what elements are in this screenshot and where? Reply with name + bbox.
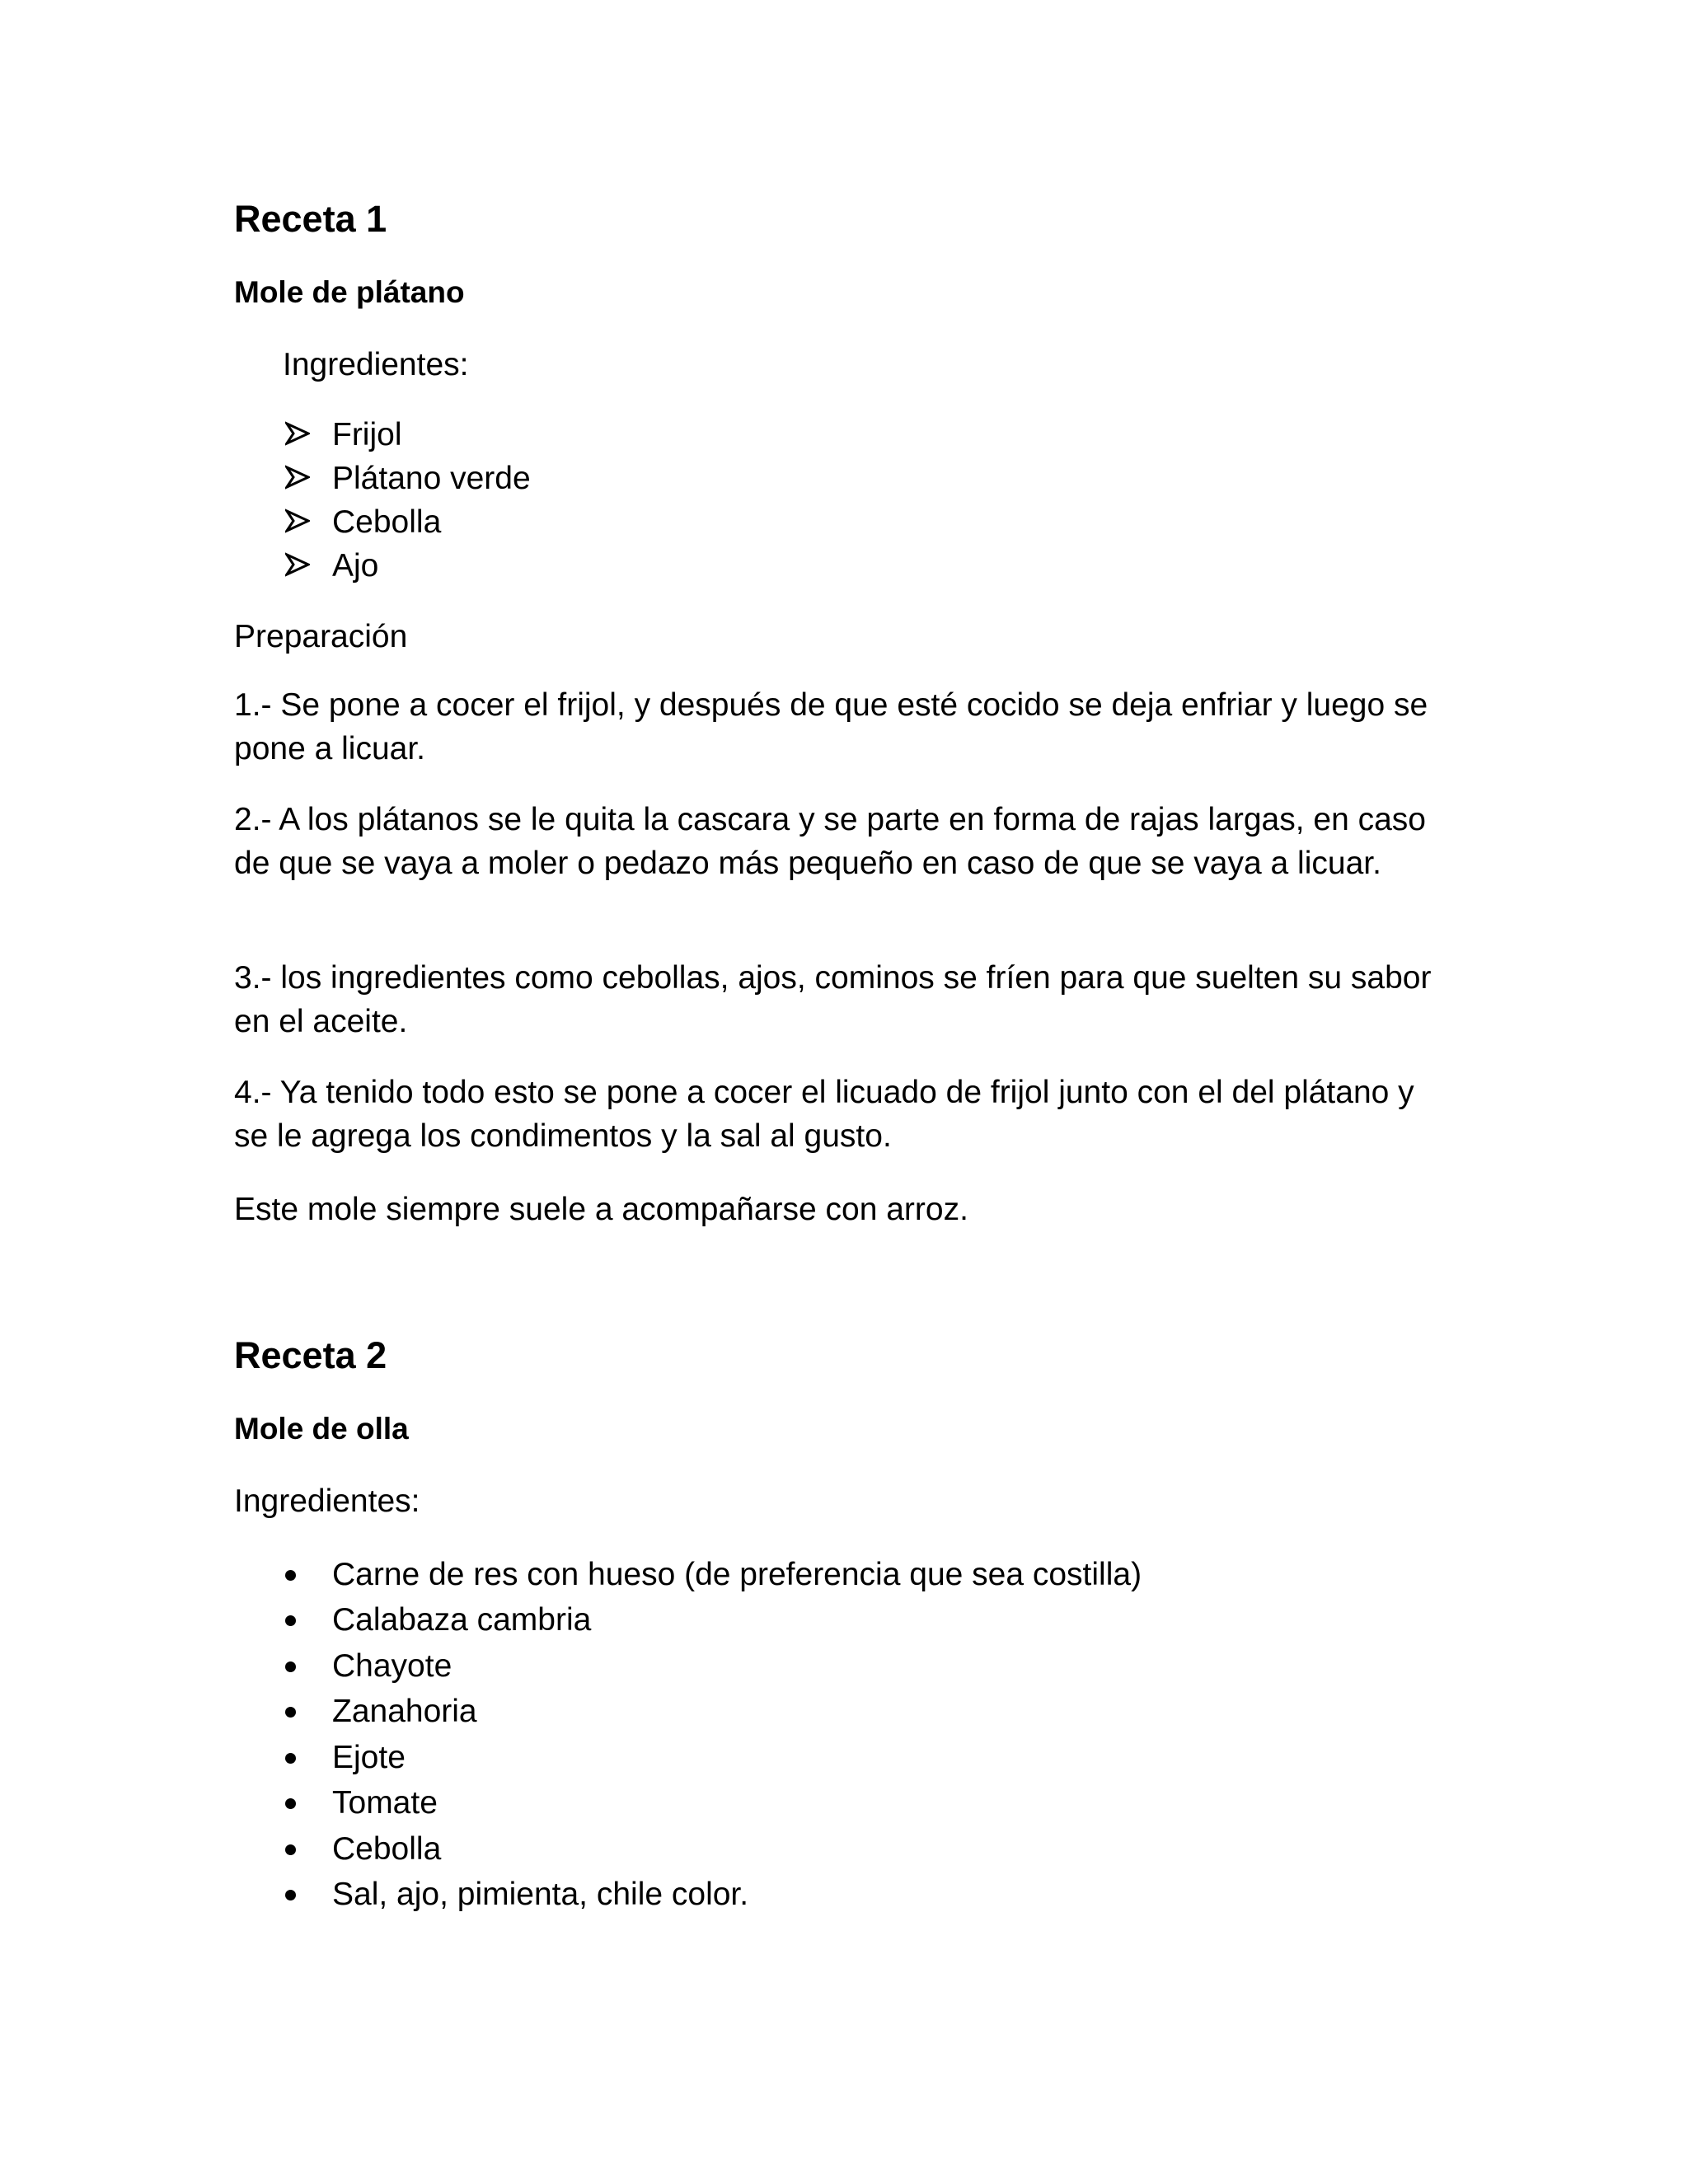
ingredient-text: Sal, ajo, pimienta, chile color.	[332, 1877, 749, 1912]
ingredient-text: Tomate	[332, 1785, 438, 1821]
recipe-1-heading: Receta 1	[234, 198, 387, 240]
ingredient-text: Ajo	[332, 548, 379, 583]
bullet-dot-icon	[285, 1707, 296, 1718]
preparation-step-4: 4.- Ya tenido todo esto se pone a cocer el licuado de frijol junto con el del plátano y se le agrega los condimentos y la sal al gusto.	[234, 1075, 1414, 1154]
recipe-1-preparation-label: Preparación	[234, 619, 408, 654]
preparation-step-3: 3.- los ingredientes como cebollas, ajos, cominos se fríen para que suelten su sabor en el aceite.	[234, 960, 1432, 1039]
recipe-1-serving-note: Este mole siempre suele a acompañarse con arroz.	[234, 1192, 968, 1227]
ingredient-text: Cebolla	[332, 504, 442, 540]
bullet-dot-icon	[285, 1570, 296, 1581]
bullet-dot-icon	[285, 1753, 296, 1764]
bullet-dot-icon	[285, 1798, 296, 1809]
ingredient-text: Carne de res con hueso (de preferencia que sea costilla)	[332, 1557, 1142, 1592]
bullet-dot-icon	[285, 1615, 296, 1626]
ingredient-text: Cebolla	[332, 1831, 442, 1867]
recipe-1-ingredients-label: Ingredientes:	[283, 347, 469, 382]
bullet-dot-icon	[285, 1890, 296, 1900]
recipe-1-dish-title: Mole de plátano	[234, 275, 465, 309]
arrow-bullet-icon	[285, 552, 310, 577]
ingredient-text: Calabaza cambria	[332, 1602, 592, 1638]
preparation-step-2: 2.- A los plátanos se le quita la cascara y se parte en forma de rajas largas, en caso de que se vaya a moler o pedazo más pequeño en caso de que se vaya a licuar.	[234, 802, 1426, 881]
recipe-2-dish-title: Mole de olla	[234, 1412, 409, 1446]
arrow-bullet-icon	[285, 465, 310, 490]
ingredient-text: Zanahoria	[332, 1694, 477, 1729]
preparation-step-1: 1.- Se pone a cocer el frijol, y después de que esté cocido se deja enfriar y luego se pone a licuar.	[234, 687, 1428, 766]
recipe-2-heading: Receta 2	[234, 1334, 387, 1376]
bullet-dot-icon	[285, 1844, 296, 1855]
ingredient-text: Chayote	[332, 1648, 452, 1684]
recipe-2-ingredients-label: Ingredientes:	[234, 1483, 420, 1519]
ingredient-text: Ejote	[332, 1740, 406, 1775]
ingredient-text: Plátano verde	[332, 461, 531, 496]
ingredient-text: Frijol	[332, 417, 402, 452]
arrow-bullet-icon	[285, 509, 310, 533]
arrow-bullet-icon	[285, 421, 310, 446]
bullet-dot-icon	[285, 1661, 296, 1672]
